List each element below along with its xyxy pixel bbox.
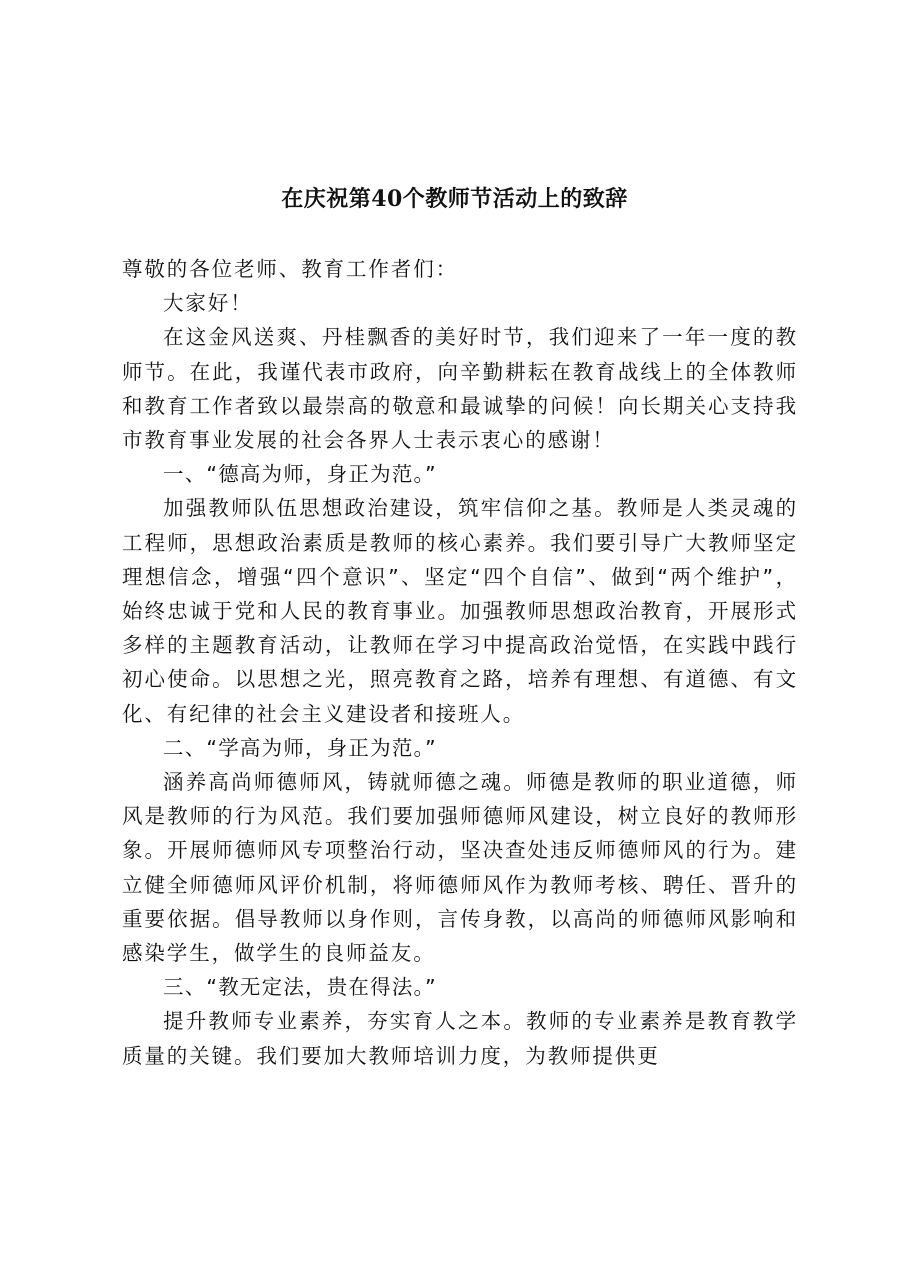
salutation: 尊敬的各位老师、教育工作者们： bbox=[122, 257, 458, 281]
greeting: 大家好！ bbox=[163, 291, 253, 316]
section-paragraph-2: 涵养高尚师德师风，铸就师德之魂。师德是教师的职业道德，师风是教师的行为风范。我们要加强师德师风建设，树立良好的教师形象。开展师德师风专项整治行动，坚决查处违反师德师风的行为。建立健全师德师风评价机制，将师德师风作为教师考核、聘任、晋升的重要依据。倡导教师以身作则，言传身教，以高尚的师德师风影响和感染学生，做学生的良师益友。 bbox=[122, 770, 798, 966]
section-heading-1: 一、“德高为师，身正为范。” bbox=[163, 462, 437, 487]
intro-paragraph: 在这金风送爽、丹桂飘香的美好时节，我们迎来了一年一度的教师节。在此，我谨代表市政府，向辛勤耕耘在教育战线上的全体教师和教育工作者致以最崇高的敬意和最诚挚的问候！向长期关心支持我市教育事业发展的社会各界人士表示衷心的感谢！ bbox=[122, 325, 798, 453]
section-heading-2: 二、“学高为师，身正为范。” bbox=[163, 735, 437, 760]
section-paragraph-3: 提升教师专业素养，夯实育人之本。教师的专业素养是教育教学质量的关键。我们要加大教师培训力度，为教师提供更 bbox=[122, 1009, 798, 1068]
document-title: 在庆祝第40个教师节活动上的致辞 bbox=[281, 186, 628, 212]
document-body bbox=[122, 252, 798, 1073]
section-heading-3: 三、“教无定法，贵在得法。” bbox=[163, 975, 437, 1000]
section-paragraph-1: 加强教师队伍思想政治建设，筑牢信仰之基。教师是人类灵魂的工程师，思想政治素质是教师的核心素养。我们要引导广大教师坚定理想信念，增强“四个意识”、坚定“四个自信”、做到“两个维护”，始终忠诚于党和人民的教育事业。加强教师思想政治教育，开展形式多样的主题教育活动，让教师在学习中提高政治觉悟，在实践中践行初心使命。以思想之光，照亮教育之路，培养有理想、有道德、有文化、有纪律的社会主义建设者和接班人。 bbox=[122, 496, 798, 726]
